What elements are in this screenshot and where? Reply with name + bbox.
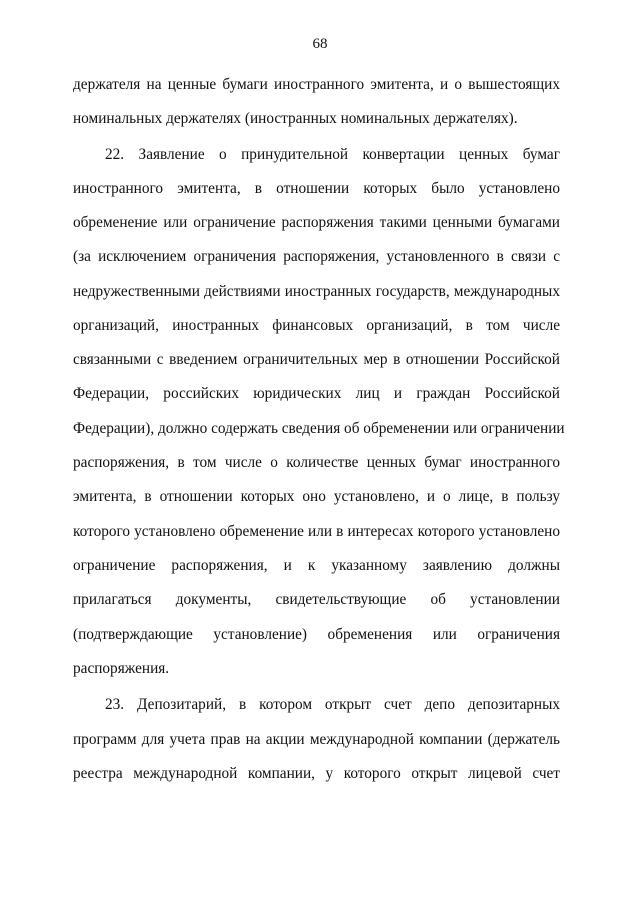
text-line: которого установлено обременение или в интересах которого установлено [73, 523, 560, 540]
text-line: распоряжения, в том числе о количестве ценных бумаг иностранного [73, 454, 560, 471]
text-line: прилагаться документы, свидетельствующие об установлении [73, 591, 560, 608]
text-line: организаций, иностранных финансовых организаций, в том числе [73, 317, 560, 334]
text-line: программ для учета прав на акции международной компании (держатель [73, 731, 560, 748]
text-line: (подтверждающие установление) обременения или ограничения [73, 626, 560, 643]
text-line: обременение или ограничение распоряжения такими ценными бумагами [73, 214, 560, 231]
text-line: держателя на ценные бумаги иностранного эмитента, и о вышестоящих [73, 76, 560, 93]
text-line: иностранного эмитента, в отношении которых было установлено [73, 180, 560, 197]
text-line: реестра международной компании, у которого открыт лицевой счет [73, 765, 560, 782]
text-line: Федерации, российских юридических лиц и граждан Российской [73, 385, 560, 402]
text-line: Федерации), должно содержать сведения об обременении или ограничении [73, 420, 565, 437]
text-line: (за исключением ограничения распоряжения, установленного в связи с [73, 248, 560, 265]
text-line: 23. Депозитарий, в котором открыт счет депо депозитарных [105, 696, 560, 713]
text-line: 22. Заявление о принудительной конвертации ценных бумаг [105, 146, 560, 163]
text-line: недружественными действиями иностранных государств, международных [73, 283, 560, 300]
text-line: ограничение распоряжения, и к указанному заявлению должны [73, 557, 560, 574]
text-line: эмитента, в отношении которых оно установлено, и о лице, в пользу [73, 488, 560, 505]
text-line: распоряжения. [73, 660, 170, 677]
page-number: 68 [312, 36, 328, 52]
text-line: связанными с введением ограничительных мер в отношении Российской [73, 351, 560, 368]
text-line: номинальных держателях (иностранных номинальных держателях). [73, 110, 518, 127]
